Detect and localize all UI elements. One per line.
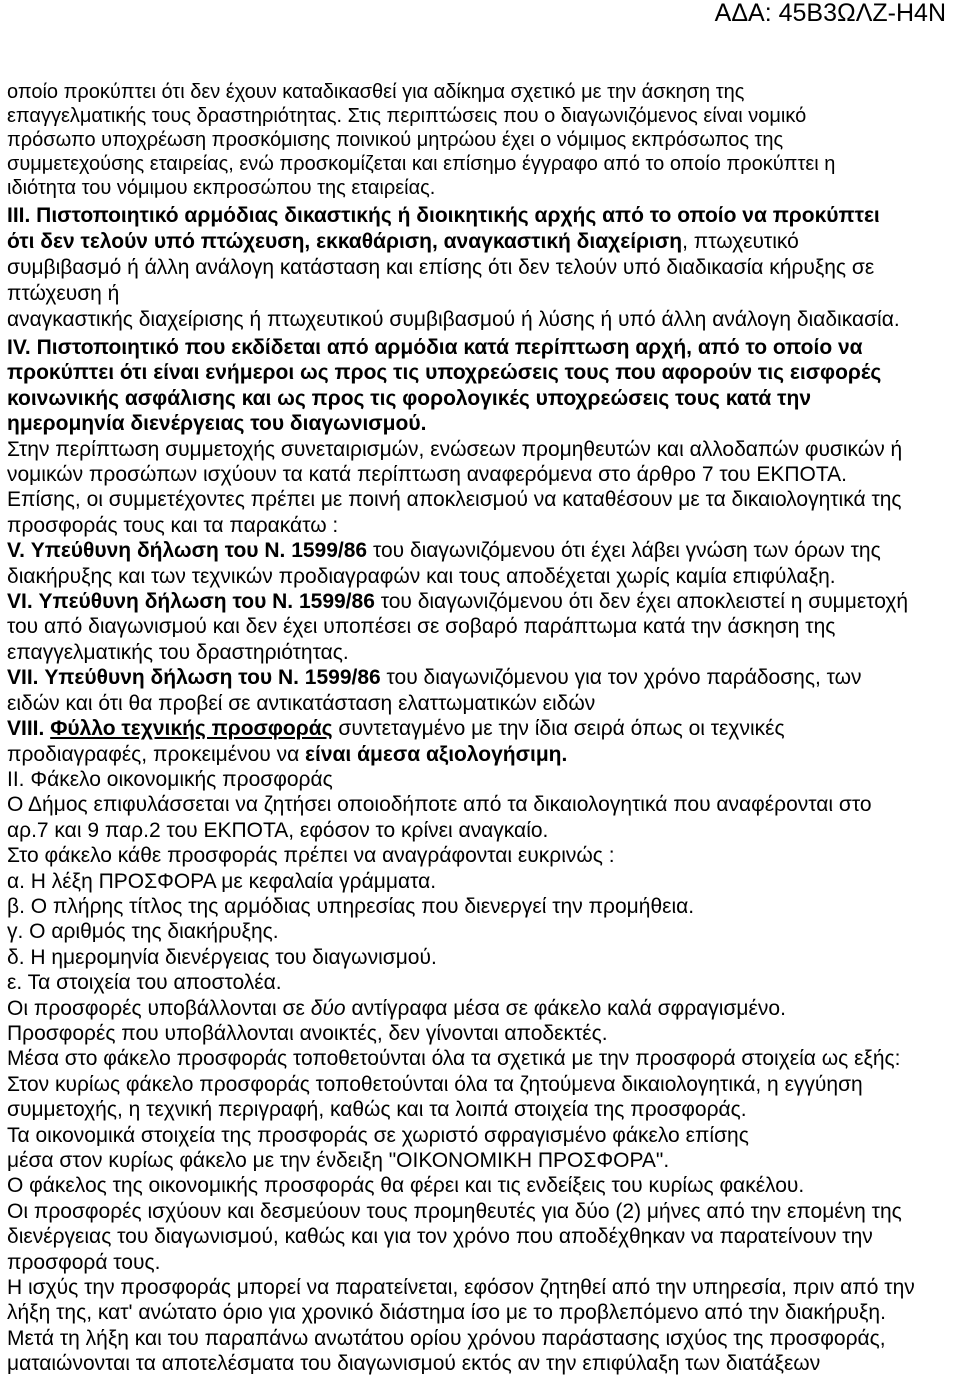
submission-copies-paragraph <box>7 996 957 1021</box>
text-line: λήξη της, κατ' ανώτατο όριο για χρονικό διάστημα ίσο με το προβλεπόμενο από την διακήρυξη. <box>7 1301 886 1325</box>
item-v-text: του διαγωνιζόμενου ότι έχει λάβει γνώση των όρων της <box>367 539 881 563</box>
copies-text: αντίγραφα μέσα σε φάκελο καλά σφραγισμένο. <box>345 996 786 1020</box>
list-item: β. Ο πλήρης τίτλος της αρμόδιας υπηρεσίας που διενεργεί την προμήθεια. <box>7 894 695 918</box>
text-line <box>7 589 908 614</box>
text-line: Μέσα στο φάκελο προσφοράς τοποθετούνται όλα τα σχετικά με την προσφορά στοιχεία ως εξής: <box>7 1047 901 1071</box>
text-line: προσφορά τους. <box>7 1250 161 1274</box>
text-line <box>7 716 785 741</box>
text-line: ιδιότητα του νόμιμου εκπροσώπου της εταιρείας. <box>7 177 436 199</box>
item-viii-heading: Φύλλο τεχνικής προσφοράς <box>50 717 333 741</box>
text-line: νομικών προσώπων ισχύουν τα κατά περίπτωση αναφερόμενα στο άρθρο 7 του ΕΚΠΟΤΑ. <box>7 463 847 487</box>
item-v-paragraph <box>7 538 957 589</box>
text-line: πτώχευση ή <box>7 282 120 305</box>
item-iv-heading: IV. Πιστοποιητικό που εκδίδεται από αρμόδια κατά περίπτωση αρχή, από το οποίο να <box>7 336 863 359</box>
item-iv-paragraph <box>7 335 957 437</box>
item-iii-text: , πτωχευτικό <box>682 230 799 253</box>
text-line: Οι προσφορές ισχύουν και δεσμεύουν τους προμηθευτές για δύο (2) μήνες από την επομένη της <box>7 1199 902 1223</box>
text-line: διενέργειας του διαγωνισμού, καθώς και για τον χρόνο που αποδέχθηκαν να παρατείνουν την <box>7 1225 873 1249</box>
text-line: κοινωνικής ασφάλισης και ως προς τις φορολογικές υποχρεώσεις τους κατά την <box>7 386 812 410</box>
item-viii-number: VIII. <box>7 717 51 741</box>
text-line: Στον κυρίως φάκελο προσφοράς τοποθετούνται όλα τα ζητούμενα δικαιολογητικά, η εγγύηση <box>7 1072 863 1096</box>
text-line: διακήρυξης και των τεχνικών προδιαγραφών και τους αποδέχεται χωρίς καμία επιφύλαξη. <box>7 564 836 588</box>
text-line: προσφοράς τους και τα παρακάτω : <box>7 513 339 537</box>
continuation-paragraph <box>7 80 957 200</box>
text-line: του από διαγωνισμού και δεν έχει υποπέσει σε σοβαρό παράπτωμα κατά την άσκηση της <box>7 615 836 639</box>
copies-text: Οι προσφορές υποβάλλονται σε <box>7 996 311 1020</box>
ada-code: ΑΔΑ: 45Β3ΩΛΖ-Η4Ν <box>714 0 946 27</box>
item-v-heading: V. Υπεύθυνη δήλωση του Ν. 1599/86 <box>7 539 368 563</box>
open-offers-paragraph <box>7 1021 957 1046</box>
item-iii-heading: III. Πιστοποιητικό αρμόδιας δικαστικής ή διοικητικής αρχής από το οποίο να προκύπτει <box>7 204 880 227</box>
offer-validity-paragraph <box>7 1199 957 1275</box>
text-line <box>7 742 567 767</box>
text-line: ημερομηνία διενέργειας του διαγωνισμού. <box>7 412 427 436</box>
text-line: Στην περίπτωση συμμετοχής συνεταιρισμών, ενώσεων προμηθευτών και αλλοδαπών φυσικών ή <box>7 437 903 461</box>
main-content <box>7 335 957 1377</box>
list-item: γ. Ο αριθμός της διακήρυξης. <box>7 920 279 944</box>
text-line: πρόσωπο υποχρέωση προσκόμισης ποινικού μητρώου έχει ο νόμιμος εκπρόσωπος της <box>7 129 784 151</box>
item-viii-bold-text: είναι άμεσα αξιολογήσιμη. <box>305 742 568 766</box>
text-line: ειδών και ότι θα προβεί σε αντικατάσταση ελαττωματικών ειδών <box>7 691 596 715</box>
text-line: ματαιώνονται τα αποτελέσματα του διαγωνισμού εκτός αν την επιφύλαξη των διατάξεων <box>7 1352 821 1376</box>
item-iii-paragraph <box>7 203 957 333</box>
section-title: II. Φάκελο οικονομικής προσφοράς <box>7 767 333 791</box>
text-line: αναγκαστικής διαχείρισης ή πτωχευτικού συμβιβασμού ή λύσης ή υπό άλλη ανάλογη διαδικασία. <box>7 308 900 331</box>
item-vi-heading: VI. Υπεύθυνη δήλωση του Ν. 1599/86 <box>7 590 375 614</box>
item-vi-text: του διαγωνιζόμενου ότι δεν έχει αποκλειστεί η συμμετοχή <box>374 590 909 614</box>
text-line: αρ.7 και 9 παρ.2 του ΕΚΠΟΤΑ, εφόσον το κρίνει αναγκαίο. <box>7 818 549 842</box>
text-line: οποίο προκύπτει ότι δεν έχουν καταδικασθεί για αδίκημα σχετικό με την άσκηση της <box>7 81 745 103</box>
item-vii-heading: VII. Υπεύθυνη δήλωση του Ν. 1599/86 <box>7 666 381 690</box>
text-line: Τα οικονομικά στοιχεία της προσφοράς σε χωριστό σφραγισμένο φάκελο επίσης <box>7 1123 749 1147</box>
text-line: επαγγελματικής τους δραστηριότητας. Στις περιπτώσεις που ο διαγωνιζόμενος είναι νομικό <box>7 105 807 127</box>
text-line <box>7 996 786 1021</box>
section-ii-title <box>7 767 957 792</box>
text-line: Η ισχύς την προσφοράς μπορεί να παρατείνεται, εφόσον ζητηθεί από την υπηρεσία, πριν από την <box>7 1276 915 1300</box>
additional-documents-paragraph <box>7 487 957 538</box>
list-item: ε. Τα στοιχεία του αποστολέα. <box>7 971 282 995</box>
copies-emphasis: δύο <box>310 996 346 1020</box>
joint-participation-paragraph <box>7 437 957 488</box>
envelope-contents-paragraph <box>7 1046 957 1198</box>
list-item: α. Η λέξη ΠΡΟΣΦΟΡΑ με κεφαλαία γράμματα. <box>7 869 437 893</box>
text-line: μέσα στον κυρίως φάκελο με την ένδειξη "ΟΙΚΟΝΟΜΙΚΗ ΠΡΟΣΦΟΡΑ". <box>7 1149 670 1172</box>
item-viii-text: προδιαγραφές, προκειμένου να <box>7 742 306 766</box>
text-line: συμβιβασμό ή άλλη ανάλογη κατάσταση και επίσης ότι δεν τελούν υπό διαδικασία κήρυξης σε <box>7 256 875 279</box>
text-line <box>7 538 881 563</box>
validity-extension-paragraph <box>7 1275 957 1326</box>
item-viii-paragraph <box>7 716 957 767</box>
text-line <box>7 665 862 690</box>
item-vii-text: του διαγωνιζόμενου για τον χρόνο παράδοσης, των <box>380 666 862 690</box>
municipality-reservation-paragraph <box>7 792 957 843</box>
item-vii-paragraph <box>7 665 957 716</box>
list-item: δ. Η ημερομηνία διενέργειας του διαγωνισμού. <box>7 945 437 969</box>
text-line: Προσφορές που υποβάλλονται ανοικτές, δεν γίνονται αποδεκτές. <box>7 1021 608 1045</box>
text-line: συμμετοχής, η τεχνική περιγραφή, καθώς και τα λοιπά στοιχεία της προσφοράς. <box>7 1098 747 1122</box>
text-line: Μετά τη λήξη και του παραπάνω ανωτάτου ορίου χρόνου παράστασης ισχύος της προσφοράς, <box>7 1326 886 1350</box>
text-line <box>7 229 799 255</box>
text-line: Επίσης, οι συμμετέχοντες πρέπει με ποινή αποκλεισμού να καταθέσουν με τα δικαιολογητικά της <box>7 488 902 512</box>
item-vi-paragraph <box>7 589 957 665</box>
text-line: συμμετεχούσης εταιρείας, ενώ προσκομίζεται και επίσημο έγγραφο από το οποίο προκύπτει η <box>7 153 836 175</box>
item-iii-bold-text: ότι δεν τελούν υπό πτώχευση, εκκαθάριση, αναγκαστική διαχείριση <box>7 230 683 253</box>
text-line: επαγγελματικής του δραστηριότητας. <box>7 640 349 664</box>
text-line: προκύπτει ότι είναι ενήμεροι ως προς τις υποχρεώσεις τους που αφορούν τις εισφορές <box>7 361 882 385</box>
envelope-markings-list <box>7 843 957 995</box>
list-intro: Στο φάκελο κάθε προσφοράς πρέπει να αναγράφονται ευκρινώς : <box>7 844 615 868</box>
after-expiry-paragraph <box>7 1326 957 1377</box>
text-line: Ο Δήμος επιφυλάσσεται να ζητήσει οποιοδήποτε από τα δικαιολογητικά που αναφέρονται στο <box>7 793 872 817</box>
text-line: Ο φάκελος της οικονομικής προσφοράς θα φέρει και τις ενδείξεις του κυρίως φακέλου. <box>7 1174 805 1198</box>
item-viii-text: συντεταγμένο με την ίδια σειρά όπως οι τεχνικές <box>332 717 785 741</box>
